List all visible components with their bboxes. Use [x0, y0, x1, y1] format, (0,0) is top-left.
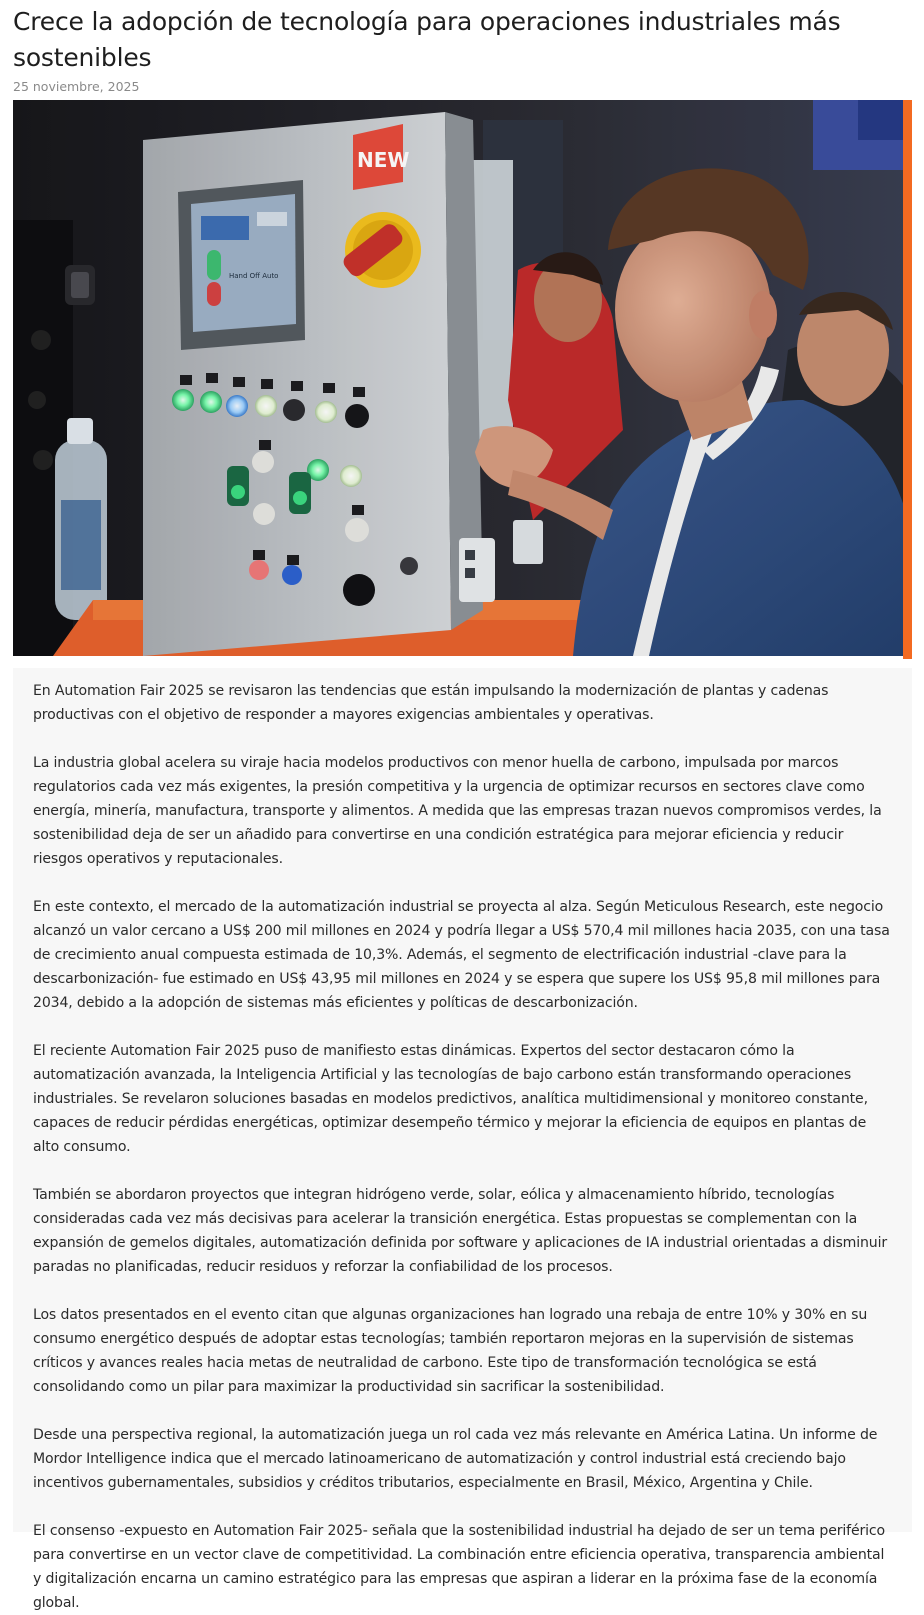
article-body	[13, 668, 912, 1611]
hero-accent-bar	[903, 100, 912, 659]
hero-image	[13, 100, 912, 656]
article-date: 25 noviembre, 2025	[13, 79, 140, 94]
article-paragraph: Desde una perspectiva regional, la automatización juega un rol cada vez más relevante en América Latina. Un informe de Mordor Intelligence indica que el mercado latinoamericano de automatización y control industrial está creciendo bajo incentivos gubernamentales, subsidios y créditos tributarios, especialmente en Brasil, México, Argentina y Chile.	[33, 1427, 878, 1491]
screen-label: Hand Off Auto	[229, 272, 279, 280]
article-paragraph: La industria global acelera su viraje hacia modelos productivos con menor huella de carbono, impulsada por marcos regulatorios cada vez más exigentes, la presión competitiva y la urgencia de optimizar recursos en sectores clave como energía, minería, manufactura, transporte y alimentos. A medida que las empresas trazan nuevos compromisos verdes, la sostenibilidad deja de ser un añadido para convertirse en una condición estratégica para mejorar eficiencia y reducir riesgos operativos y reputacionales.	[33, 755, 882, 867]
article-title: Crece la adopción de tecnología para operaciones industriales más sostenibles	[13, 7, 841, 72]
article-paragraph: El consenso -expuesto en Automation Fair 2025- señala que la sostenibilidad industrial ha dejado de ser un tema periférico para convertirse en un vector clave de competitividad. La combinación entre eficiencia operativa, transparencia ambiental y digitalización encarna un camino estratégico para las empresas que aspiran a liderar en la próxima fase de la economía global.	[33, 1523, 885, 1611]
article-paragraph: También se abordaron proyectos que integran hidrógeno verde, solar, eólica y almacenamiento híbrido, tecnologías consideradas cada vez más decisivas para acelerar la transición energética. Estas propuestas se complementan con la expansión de gemelos digitales, automatización definida por software y aplicaciones de IA industrial orientadas a disminuir paradas no planificadas, reducir residuos y reforzar la confiabilidad de los procesos.	[33, 1187, 887, 1275]
article-paragraph: Los datos presentados en el evento citan que algunas organizaciones han logrado una rebaja de entre 10% y 30% en su consumo energético después de adoptar estas tecnologías; también reportaron mejoras en la supervisión de sistemas críticos y avances reales hacia metas de neutralidad de carbono. Este tipo de transformación tecnológica se está consolidando como un pilar para maximizar la productividad sin sacrificar la sostenibilidad.	[33, 1307, 868, 1395]
article-paragraph: El reciente Automation Fair 2025 puso de manifiesto estas dinámicas. Expertos del sector destacaron cómo la automatización avanzada, la Inteligencia Artificial y las tecnologías de bajo carbono están transformando operaciones industriales. Se revelaron soluciones basadas en modelos predictivos, analítica multidimensional y monitoreo constante, capaces de reducir pérdidas energéticas, optimizar desempeño térmico y mejorar la eficiencia de equipos en plantas de alto consumo.	[33, 1043, 868, 1155]
article-paragraph: En este contexto, el mercado de la automatización industrial se proyecta al alza. Según Meticulous Research, este negocio alcanzó un valor cercano a US$ 200 mil millones en 2024 y podría llegar a US$ 570,4 mil millones hacia 2035, con una tasa de crecimiento anual compuesta estimada de 10,3%. Además, el segmento de electrificación industrial -clave para la descarbonización- fue estimado en US$ 43,95 mil millones en 2024 y se espera que supere los US$ 95,8 mil millones para 2034, debido a la adopción de sistemas más eficientes y políticas de descarbonización.	[33, 899, 890, 1011]
article-header	[13, 4, 913, 95]
new-badge-text: NEW	[357, 148, 410, 172]
article-paragraph: En Automation Fair 2025 se revisaron las tendencias que están impulsando la modernización de plantas y cadenas productivas con el objetivo de responder a mayores exigencias ambientales y operativas.	[33, 683, 829, 723]
